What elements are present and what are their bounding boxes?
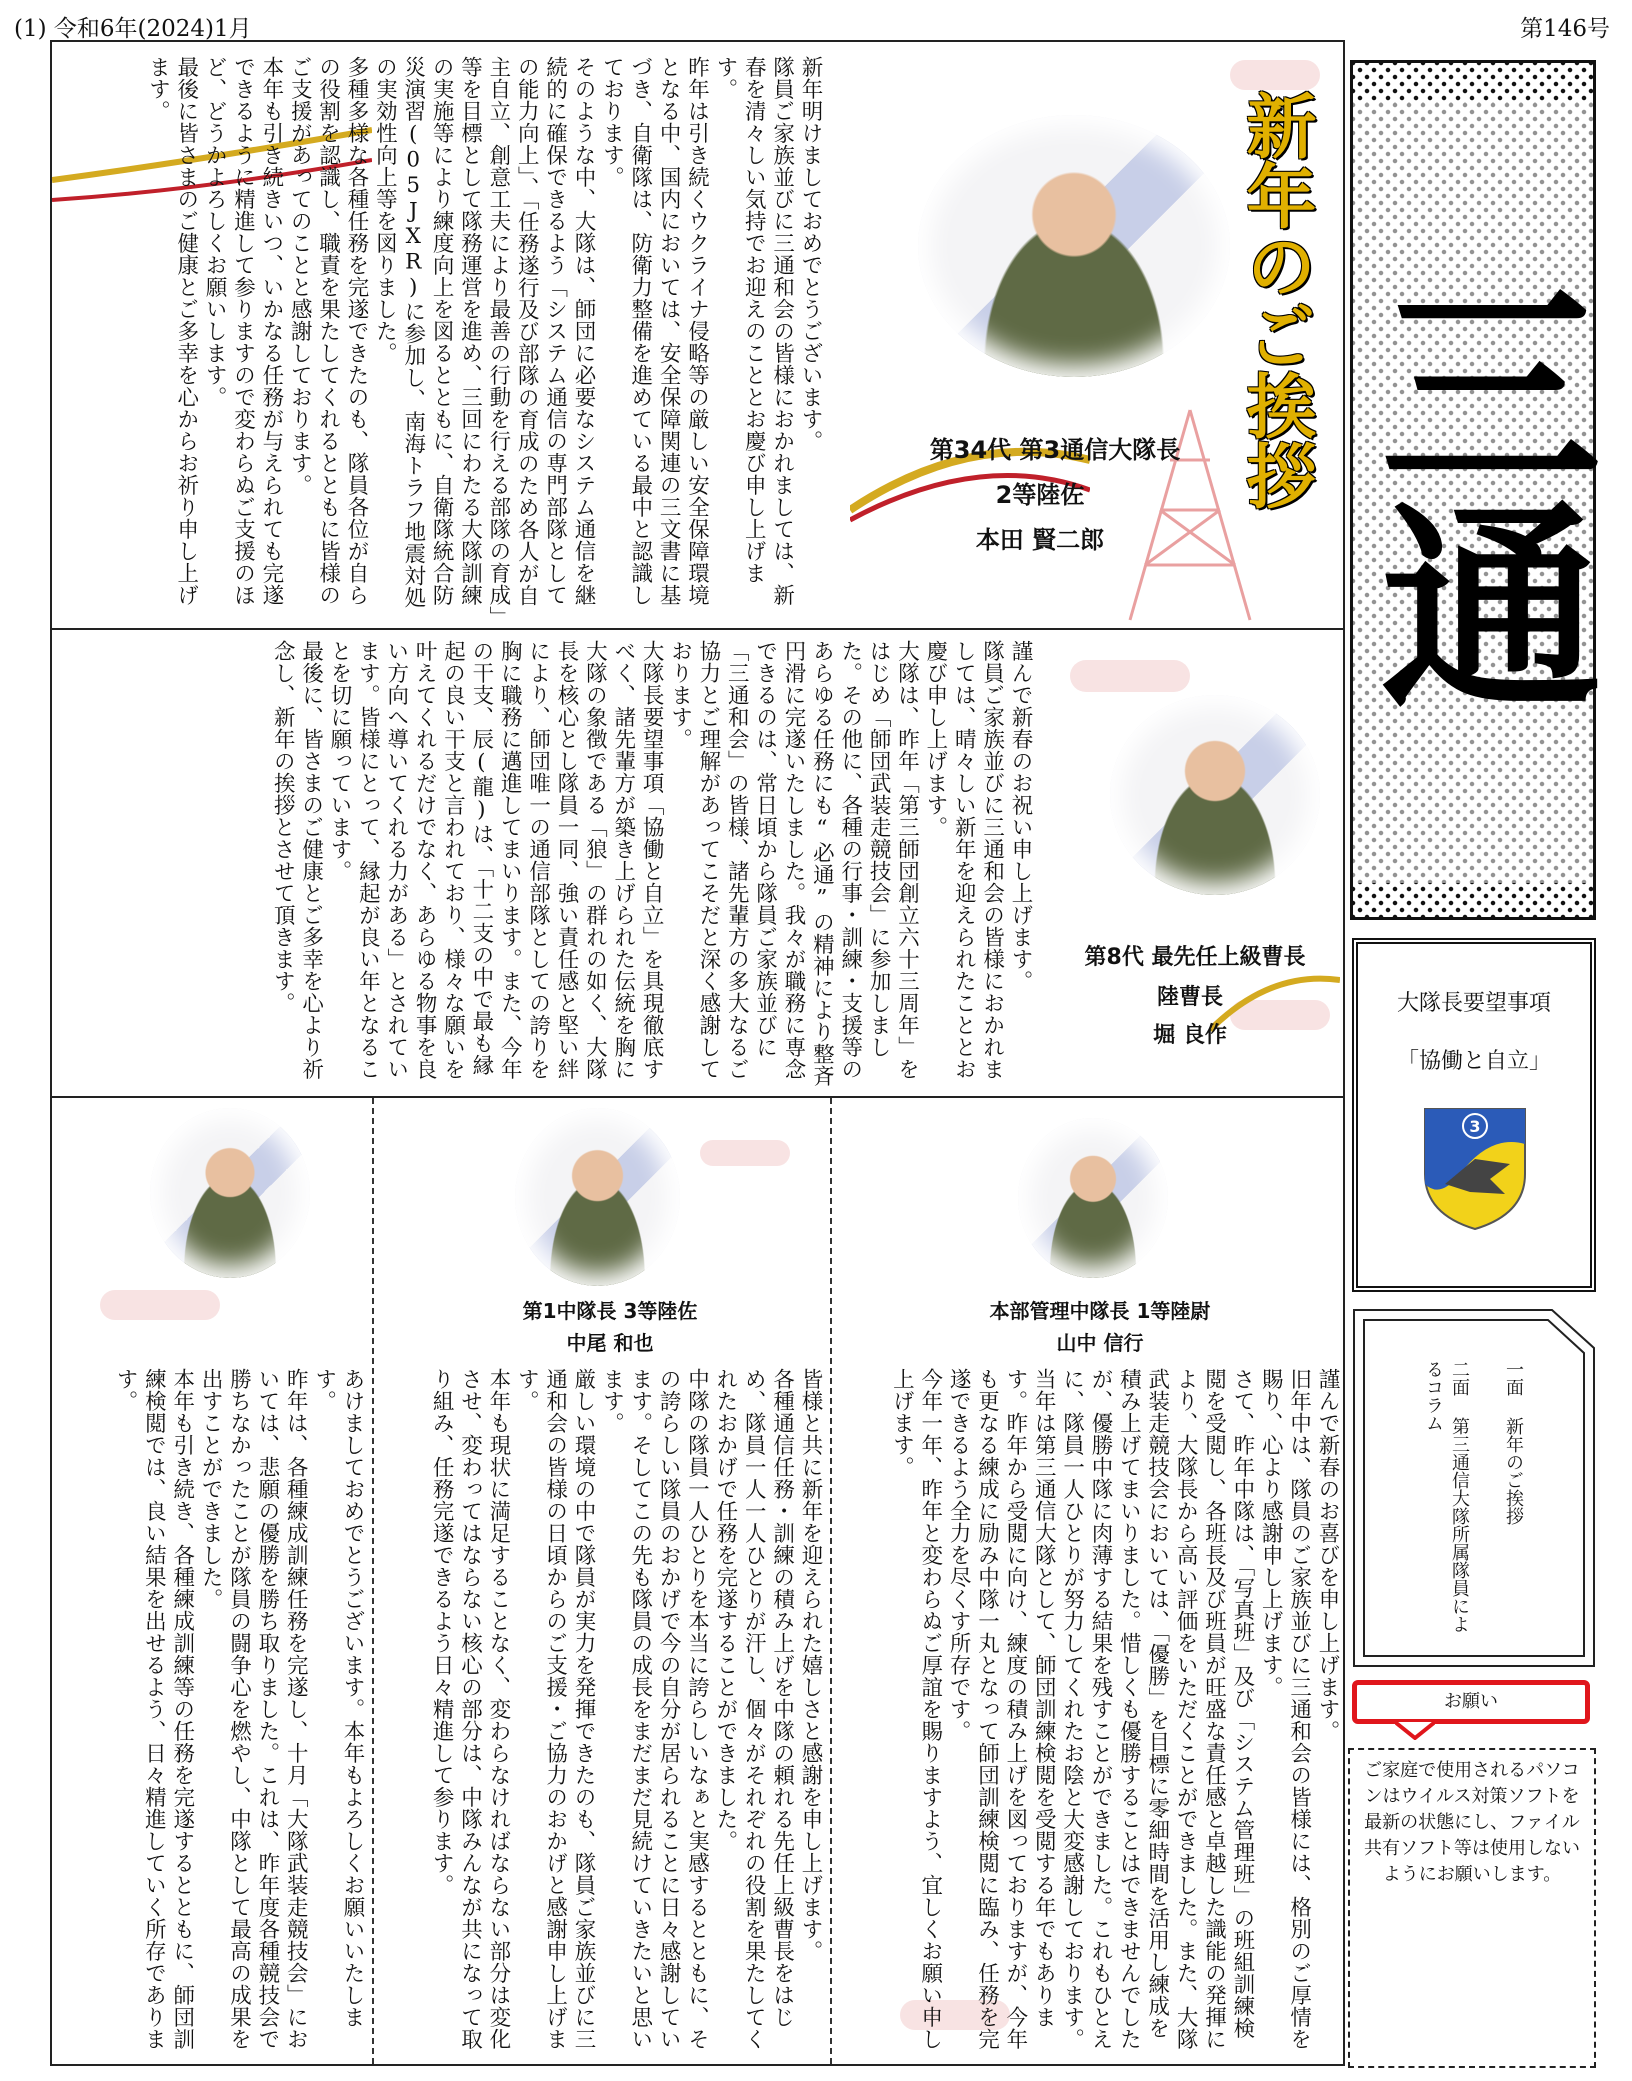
issue-number: 第146号 bbox=[1520, 16, 1610, 42]
notice-body: ご家庭で使用されるパソコンはウイルス対策ソフトを最新の状態にし、ファイル共有ソフト等は使用しないようにお願いします。 bbox=[1348, 1748, 1596, 2068]
cloud-decoration bbox=[1070, 660, 1190, 692]
article1-body: 新年明けましておめでとうございます。 隊員ご家族並びに三通和会の皆様におかれましては、新春を清々しい気持でお迎えのこととお慶び申し上げます。 昨年は引き続くウクライナ侵略等の厳しい安全保障環境となる中、国内においては、安全保障関連の三文書に基づき、自衛隊は、防衛力整備を進めている最中と認識しております。 そのような中、大隊は、師団に必要なシステム通信を継続的に確保できるよう「システム通信の専門部隊としての能力向上」、「任務遂行及び部隊の育成のため各人が自主自立、創意工夫により最善の行動を行える部隊の育成」等を目標として隊務運営を進め、三回にわたる大隊訓練の実施等により練度向上を図るとともに、自衛隊統合防災演習(05JXR)に参加し、南海トラフ地震対処の実効性向上等を図りました。 多種多様な各種任務を完遂できたのも、隊員各位が自らの役割を認識し、職責を果たしてくれるとともに皆様のご支援があってのことと感謝しております。 本年も引き続きいつ、いかなる任務が与えられても完遂できるように精進して参りますので変わらぬご支援のほど、どうかよろしくお願いします。 最後に皆さまのご健康とご多幸を心からお祈り申し上げます。 bbox=[145, 56, 823, 618]
article2-sig-line2: 陸曹長 bbox=[1156, 985, 1223, 1010]
sergeant-major-photo bbox=[1110, 695, 1320, 895]
commander-photo bbox=[918, 115, 1230, 377]
article2-body: 謹んで新春のお祝い申し上げます。 隊員ご家族並びに三通和会の皆様におかれましては、晴々しい新年を迎えられたこととお慶び申し上げます。 大隊は、昨年「第三師団創立六十三周年」をはじめ「師団武装走競技会」に参加しました。その他に、各種の行事・訓練・支援等のあらゆる任務にも“必通”の精神により整斉円滑に完遂いたしました。我々が職務に専念できるのは、常日頃から隊員ご家族並びに「三通和会」の皆様、諸先輩方の多大なるご協力とご理解があってこそだと深く感謝しております。 大隊長要望事項「協働と自立」を具現徹底すべく、諸先輩方が築き上げられた伝統を胸に大隊の象徴である「狼」の群れの如く、大隊長を核心とし隊員一同、強い責任感と堅い絆により、師団唯一の通信部隊としての誇りを胸に職務に邁進してまいります。また、今年の干支、辰(龍)は、「十二支の中で最も縁起の良い干支と言われており、様々な願いを叶えてくれるだけでなく、あらゆる物事を良い方向へ導いてくれる力がある」とされています。皆様にとって、縁起が良い年となることを切に願っています。 最後に、皆さまのご健康とご多幸を心より祈念し、新年の挨拶とさせて頂きます。 bbox=[270, 640, 1033, 1087]
cloud-decoration bbox=[700, 1140, 790, 1166]
article2-sig-line3: 堀 良作 bbox=[1153, 1023, 1227, 1048]
company1-commander-photo bbox=[150, 1108, 310, 1278]
toc-item-1: 一面 新年のご挨拶 bbox=[1503, 1360, 1524, 1525]
article1-sig-line2: 2等陸佐 bbox=[995, 481, 1085, 509]
motto-label: 大隊長要望事項 bbox=[1396, 991, 1551, 1016]
article4-sig-line2: 中尾 和也 bbox=[566, 1331, 654, 1355]
masthead-box bbox=[1344, 60, 1603, 920]
article3-sig-line1: 本部管理中隊長 1等陸尉 bbox=[989, 1299, 1211, 1323]
masthead-title: 三通 bbox=[1353, 103, 1593, 883]
cloud-decoration bbox=[100, 1290, 220, 1320]
issue-date: (1) 令和6年(2024)1月 bbox=[14, 16, 252, 42]
divider-1 bbox=[50, 628, 1345, 630]
company1-commander-photo-2 bbox=[515, 1108, 680, 1286]
motto-box bbox=[1352, 938, 1596, 1292]
article1-sig-line1: 第34代 第3通信大隊長 bbox=[929, 436, 1181, 464]
notice-pointer-icon bbox=[1395, 1722, 1435, 1740]
cloud-decoration bbox=[1230, 60, 1320, 90]
dashed-divider-left bbox=[372, 1098, 374, 2064]
motto-text: 「協働と自立」 bbox=[1396, 1049, 1551, 1074]
toc-item-2: 二面 第三通信大隊所属隊員によるコラム bbox=[1423, 1360, 1470, 1633]
dashed-divider-right bbox=[830, 1098, 832, 2064]
feature-title: 新年のご挨拶 bbox=[1235, 90, 1318, 510]
article4-sig-line1: 第1中隊長 3等陸佐 bbox=[522, 1299, 698, 1323]
article1-sig-line3: 本田 賢二郎 bbox=[975, 526, 1105, 554]
ribbon-decoration bbox=[850, 410, 1090, 530]
toc-frame bbox=[1352, 1308, 1596, 1668]
notice-label: お願い bbox=[1352, 1680, 1590, 1724]
article2-sig-line1: 第8代 最先任上級曹長 bbox=[1084, 945, 1306, 970]
divider-2 bbox=[50, 1096, 1345, 1098]
emblem-number: 3 bbox=[1469, 1117, 1481, 1136]
article3-sig-line2: 山中 信行 bbox=[1056, 1331, 1144, 1355]
article4-body-left: あけましておめでとうございます。本年もよろしくお願いいたします。 昨年は、各種練成訓練任務を完遂し、十月「大隊武装走競技会」においては、悲願の優勝を勝ち取りました。これは、昨年度各種競技会で勝ちなかったことが隊員の闘争心を燃やし、中隊として最高の成果を出すことができました。 本年も引き続き、各種練成訓練等の任務を完遂するとともに、師団訓練検閲では、良い結果を出せるよう、日々精進していく所存であります。 bbox=[113, 1368, 365, 2050]
hq-company-commander-photo bbox=[1018, 1118, 1168, 1278]
article3-body: 謹んで新春のお喜びを申し上げます。 旧年中は、隊員のご家族並びに三通和会の皆様には、格別のご厚情を賜り、心より感謝申し上げます。 さて、昨年中隊は、「写真班」及び「システム管理班」の班組訓練検閲を受閲し、各班長及び班員が旺盛な責任感と卓越した識能の発揮により、大隊長から高い評価をいただくことができました。また、大隊武装走競技会においては、「優勝」を目標に零細時間を活用し練成を積み上げてまいりました。惜しくも優勝することはできませんでしたが、優勝中隊に肉薄する結果を残すことができました。これもひとえに、隊員一人ひとりが努力してくれたお陰と大変感謝しております。 当年は第三通信大隊として、師団訓練検閲を受閲する年でもあります。昨年から受閲に向け、練度の積み上げを図っておりますが、今年も更なる練成に励み中隊一丸となって師団訓練検閲に臨み、任務を完遂できるよう全力を尽くす所存です。 今年一年、昨年と変わらぬご厚誼を賜りますよう、宜しくお願い申し上げます。 bbox=[889, 1368, 1340, 2050]
article4-body-right: 皆様と共に新年を迎えられた嬉しさと感謝を申し上げます。 各種通信任務・訓練の積み上げを中隊の頼れる先任上級曹長をはじめ、隊員一人一人ひとりが汗し、個々がそれぞれの役割を果たしてくれたおかげで任務を完遂することができました。 中隊の隊員一人ひとりを本当に誇らしいなぁと実感するとともに、その誇らしい隊員のおかげで今の自分が居られることに日々感謝しています。そしてこの先も隊員の成長をまだまだ見続けていきたいと思います。 厳しい環境の中で隊員が実力を発揮できたのも、隊員ご家族並びに三通和会の皆様の日頃からのご支援・ご協力のおかげと感謝申し上げます。 本年も現状に満足することなく、変わらなければならない部分は変化させ、変わってはならない核心の部分は、中隊みんなが共になって取り組み、任務完遂できるよう日々精進して参ります。 bbox=[429, 1368, 823, 2050]
